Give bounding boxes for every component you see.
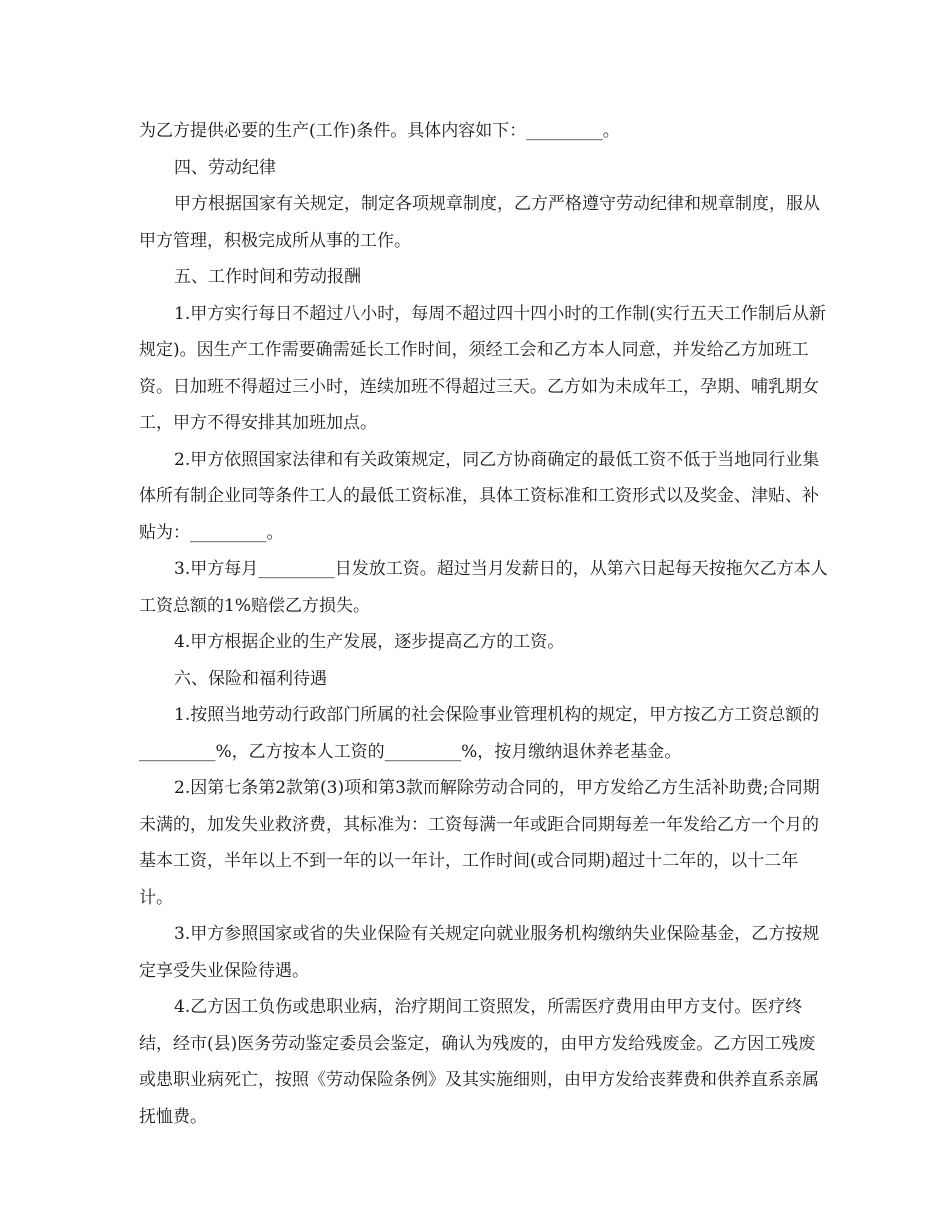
para-tail-conditions: 为乙方提供必要的生产(工作)条件。具体内容如下：_________。 — [139, 121, 620, 141]
para-6-4: 4.乙方因工负伤或患职业病，治疗期间工资照发，所需医疗费用由甲方支付。医疗终结，经市(县)医务劳动鉴定委员会鉴定，确认为残废的，由甲方发给残废金。乙方因工残废或患职业病死亡，按照《劳动保险条例》及其实施细则，由甲方发给丧葬费和供养直系亲属抚恤费。 — [139, 997, 819, 1127]
para-5-3: 3.甲方每月_________日发放工资。超过当月发薪日的，从第六日起每天按拖欠乙方本人工资总额的1%赔偿乙方损失。 — [139, 559, 828, 616]
heading-5-work-time-pay: 五、工作时间和劳动报酬 — [174, 267, 361, 287]
heading-4-labor-discipline: 四、劳动纪律 — [174, 157, 276, 178]
para-discipline: 甲方根据国家有关规定，制定各项规章制度，乙方严格遵守劳动纪律和规章制度，服从甲方管理，积极完成所从事的工作。 — [139, 194, 820, 251]
para-5-1: 1.甲方实行每日不超过八小时，每周不超过四十四小时的工作制(实行五天工作制后从新规定)。因生产工作需要确需延长工作时间，须经工会和乙方本人同意，并发给乙方加班工资。日加班不得超过三小时，连续加班不得超过三天。乙方如为未成年工，孕期、哺乳期女工，甲方不得安排其加班加点。 — [139, 303, 826, 433]
para-6-2: 2.因第七条第2款第(3)项和第3款而解除劳动合同的，甲方发给乙方生活补助费;合同期未满的，加发失业救济费，其标准为：工资每满一年或距合同期每差一年发给乙方一个月的基本工资，半年以上不到一年的以一年计，工作时间(或合同期)超过十二年的，以十二年计。 — [139, 778, 820, 908]
para-6-1: 1.按照当地劳动行政部门所属的社会保险事业管理机构的规定，甲方按乙方工资总额的_________%，乙方按本人工资的_________%，按月缴纳退休养老基金。 — [139, 705, 820, 762]
para-5-4: 4.甲方根据企业的生产发展，逐步提高乙方的工资。 — [174, 632, 565, 652]
para-6-3: 3.甲方参照国家或省的失业保险有关规定向就业服务机构缴纳失业保险基金，乙方按规定享受失业保险待遇。 — [139, 924, 820, 981]
heading-6-insurance-welfare: 六、保险和福利待遇 — [174, 668, 327, 689]
document-body — [139, 113, 829, 1135]
para-5-2: 2.甲方依照国家法律和有关政策规定，同乙方协商确定的最低工资不低于当地同行业集体所有制企业同等条件工人的最低工资标准，具体工资标准和工资形式以及奖金、津贴、补贴为：_________。 — [139, 449, 820, 543]
